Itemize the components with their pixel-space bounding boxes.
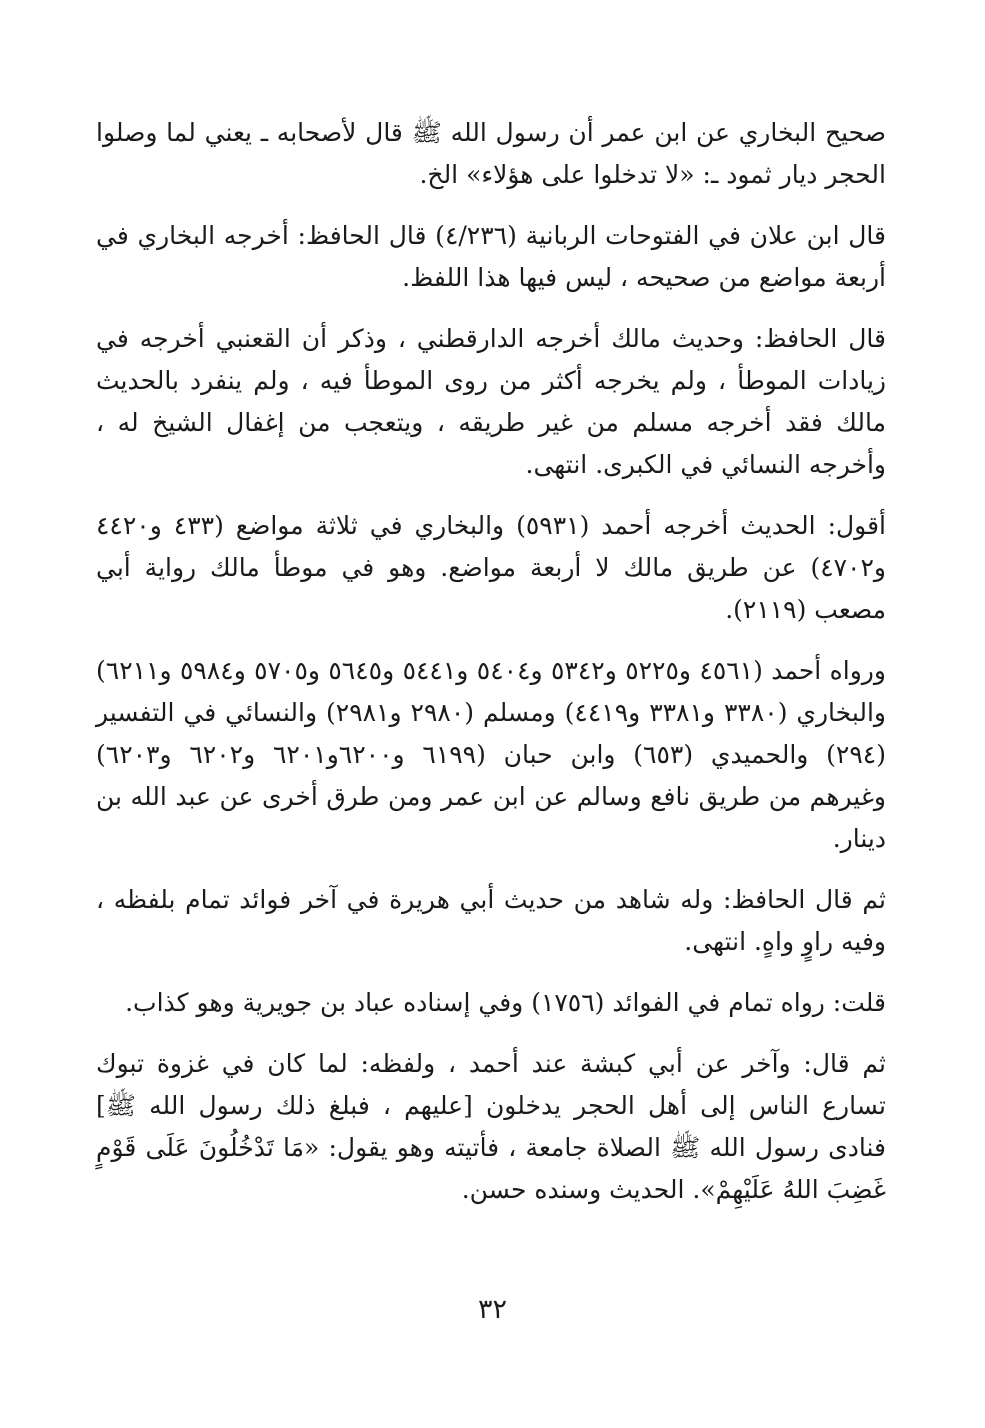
paragraph-qultu: قلت: رواه تمام في الفوائد (١٧٥٦) وفي إسناده عباد بن جويرية وهو كذاب.	[125, 988, 886, 1017]
paragraph-shahid-abu-hurayra: ثم قال الحافظ: وله شاهد من حديث أبي هريرة في آخر فوائد تمام بلفظه ، وفيه راوٍ واهٍ. انتهى.	[96, 885, 886, 956]
page-number: ٣٢	[477, 1294, 507, 1325]
page-body	[96, 112, 886, 1230]
paragraph-hafiz-malik: قال الحافظ: وحديث مالك أخرجه الدارقطني ، وذكر أن القعنبي أخرجه في زيادات الموطأ ، ولم يخرجه أكثر من روى الموطأ فيه ، ولم ينفرد بالحديث مالك فقد أخرجه مسلم من غير طريقه ، ويتعجب من إغفال الشيخ له ، وأخرجه النسائي في الكبرى. انتهى.	[96, 324, 886, 479]
paragraph-bukhari-hadith: صحيح البخاري عن ابن عمر أن رسول الله ﷺ قال لأصحابه ـ يعني لما وصلوا الحجر ديار ثمود ـ: «لا تدخلوا على هؤلاء» الخ.	[96, 118, 886, 189]
paragraph-aqoul: أقول: الحديث أخرجه أحمد (٥٩٣١) والبخاري في ثلاثة مواضع (٤٣٣ و٤٤٢٠ و٤٧٠٢) عن طريق مالك لا أربعة مواضع. وهو في موطأ مالك رواية أبي مصعب (٢١١٩).	[96, 511, 886, 624]
paragraph-riwayat: ورواه أحمد (٤٥٦١ و٥٢٢٥ و٥٣٤٢ و٥٤٠٤ و٥٤٤١ و٥٦٤٥ و٥٧٠٥ و٥٩٨٤ و٦٢١١) والبخاري (٣٣٨٠ و٣٣٨١ و٤٤١٩) ومسلم (٢٩٨٠ و٢٩٨١) والنسائي في التفسير (٢٩٤) والحميدي (٦٥٣) وابن حبان (٦١٩٩ و٦٢٠٠و٦٢٠١ و٦٢٠٢ و٦٢٠٣) وغيرهم من طريق نافع وسالم عن ابن عمر ومن طرق أخرى عن عبد الله بن دينار.	[96, 656, 886, 853]
paragraph-ibn-allan: قال ابن علان في الفتوحات الربانية (٤/٢٣٦) قال الحافظ: أخرجه البخاري في أربعة مواضع من صحيحه ، ليس فيها هذا اللفظ.	[96, 221, 887, 292]
paragraph-abu-kabsha: ثم قال: وآخر عن أبي كبشة عند أحمد ، ولفظه: لما كان في غزوة تبوك تسارع الناس إلى أهل الحجر يدخلون [عليهم ، فبلغ ذلك رسول الله ﷺ] فنادى رسول الله ﷺ الصلاة جامعة ، فأتيته وهو يقول: «مَا تَدْخُلُونَ عَلَى قَوْمٍ غَضِبَ اللهُ عَلَيْهِمْ». الحديث وسنده حسن.	[96, 1049, 886, 1204]
